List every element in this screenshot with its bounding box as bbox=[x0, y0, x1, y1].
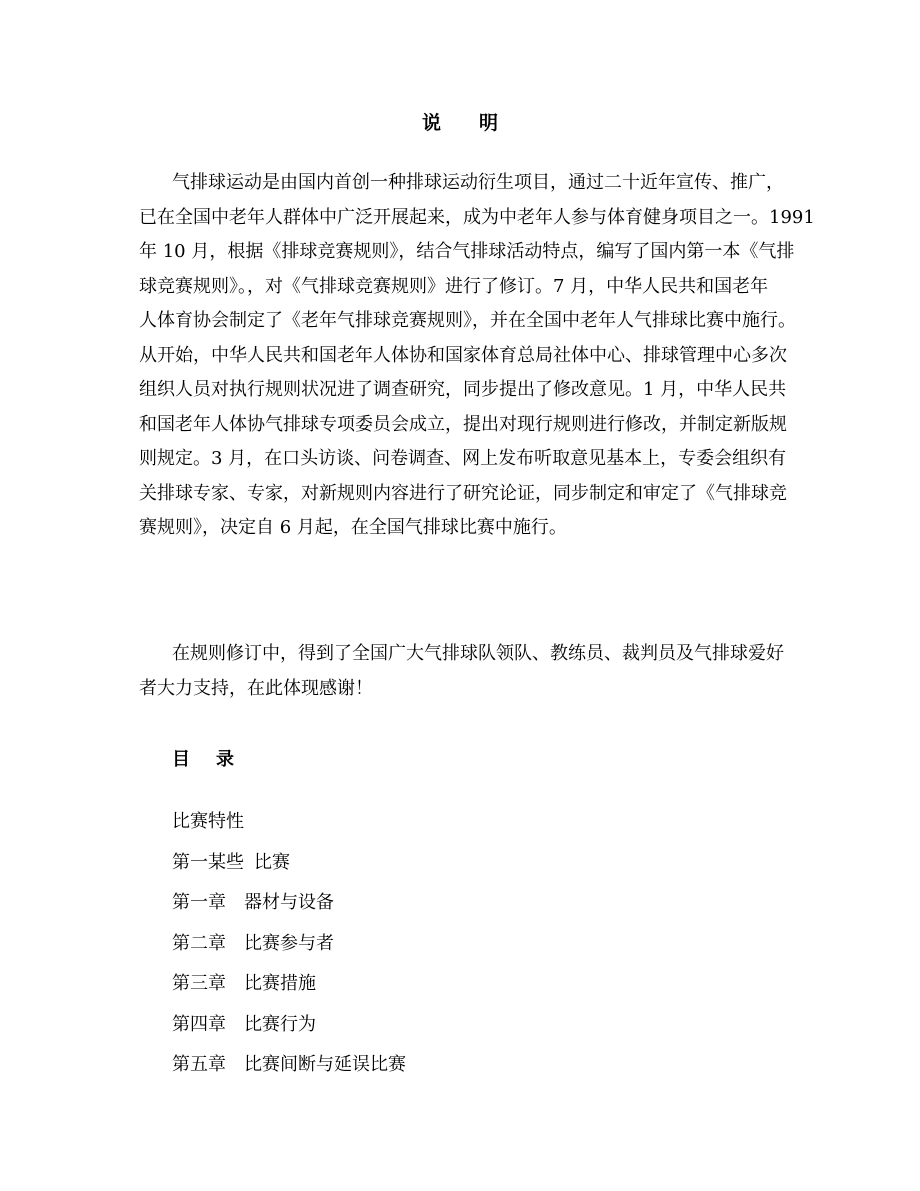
toc-item-chapter: 第五章 bbox=[172, 1054, 226, 1075]
toc-item-name: 器材与设备 bbox=[244, 892, 334, 913]
intro-paragraph bbox=[139, 166, 815, 546]
toc-item bbox=[172, 1051, 406, 1092]
thanks-line: 在规则修订中，得到了全国广大气排球队领队、教练员、裁判员及气排球爱好 bbox=[172, 643, 784, 664]
toc-item bbox=[172, 889, 406, 930]
intro-line: 则规定。3 月，在口头访谈、问卷调查、网上发布听取意见基本上，专委会组织有 bbox=[139, 448, 787, 469]
toc-item bbox=[172, 930, 406, 971]
intro-line: 和国老年人体协气排球专项委员会成立，提出对现行规则进行修改，并制定新版规 bbox=[139, 413, 787, 435]
intro-line: 关排球专家、专家，对新规则内容进行了研究论证，同步制定和审定了《气排球竞 bbox=[139, 482, 787, 504]
toc-item-chapter: 第四章 bbox=[172, 1013, 226, 1035]
toc-item-chapter: 第二章 bbox=[172, 932, 226, 954]
thanks-line: 者大力支持，在此体现感谢！ bbox=[139, 677, 373, 699]
toc-item-chapter: 第一某些 bbox=[172, 851, 244, 873]
toc-item-name: 比赛措施 bbox=[244, 973, 316, 994]
intro-line: 气排球运动是由国内首创一种排球运动衍生项目，通过二十近年宣传、推广， bbox=[172, 172, 784, 193]
table-of-contents bbox=[172, 808, 406, 1092]
intro-line: 球竞赛规则》。，对《气排球竞赛规则》进行了修订。7 月，中华人民共和国老年 bbox=[139, 275, 769, 297]
toc-item bbox=[172, 1011, 406, 1052]
intro-line: 从开始，中华人民共和国老年人体协和国家体育总局社体中心、排球管理中心多次 bbox=[139, 344, 787, 366]
toc-item bbox=[172, 970, 406, 1011]
toc-item-name: 比赛行为 bbox=[244, 1013, 316, 1035]
toc-title bbox=[172, 745, 234, 771]
toc-item bbox=[172, 849, 406, 890]
toc-item-chapter: 第一章 bbox=[172, 892, 226, 913]
intro-line: 年 10 月，根据《排球竞赛规则》，结合气排球活动特点，编写了国内第一本《气排 bbox=[139, 241, 795, 262]
toc-item bbox=[172, 808, 406, 849]
intro-line: 人体育协会制定了《老年气排球竞赛规则》，并在全国中老年人气排球比赛中施行。 bbox=[139, 310, 796, 331]
page-title bbox=[0, 108, 920, 135]
title-char-2: 明 bbox=[479, 112, 499, 134]
thanks-paragraph bbox=[139, 637, 802, 706]
toc-item-name: 比赛间断与延误比赛 bbox=[244, 1054, 406, 1075]
toc-item-name: 比赛参与者 bbox=[244, 932, 334, 954]
toc-title-char-1: 目 bbox=[172, 749, 190, 770]
intro-line: 赛规则》，决定自 6 月起，在全国气排球比赛中施行。 bbox=[139, 517, 567, 538]
toc-item-chapter: 第三章 bbox=[172, 973, 226, 994]
toc-item-chapter: 比赛特性 bbox=[172, 811, 244, 832]
toc-title-char-2: 录 bbox=[216, 749, 234, 770]
intro-line: 已在全国中老年人群体中广泛开展起来，成为中老年人参与体育健身项目之一。1991 bbox=[139, 206, 815, 228]
intro-line: 组织人员对执行规则状况进了调查研究，同步提出了修改意见。1 月，中华人民共 bbox=[139, 379, 787, 400]
title-char-1: 说 bbox=[421, 112, 441, 134]
toc-item-name: 比赛 bbox=[254, 851, 290, 873]
